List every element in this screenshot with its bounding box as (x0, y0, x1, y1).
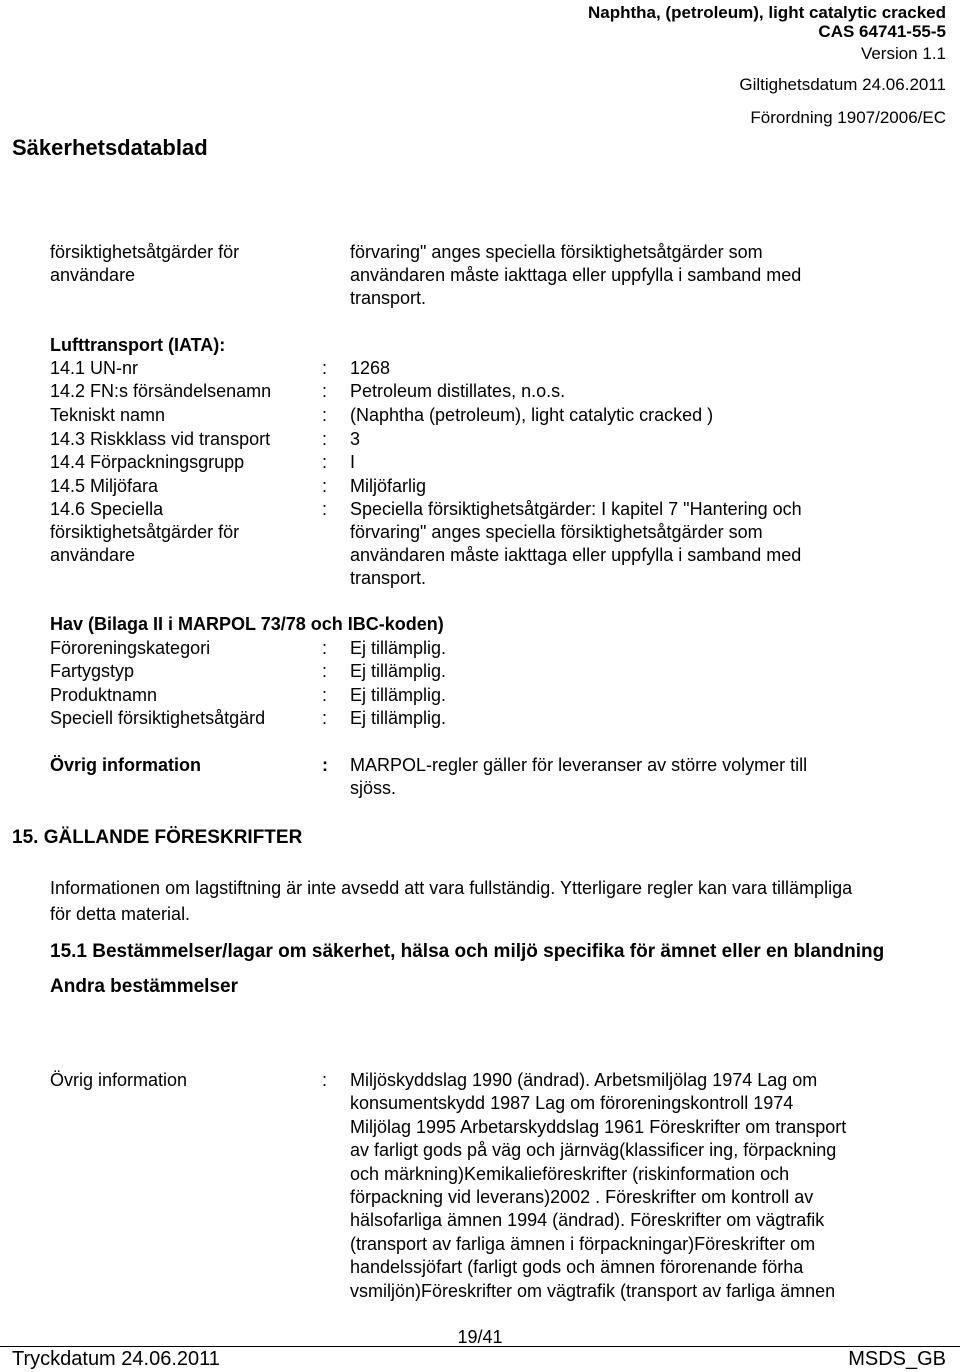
air-label: 14.4 Förpackningsgrupp (50, 452, 245, 472)
colon: : (322, 381, 328, 401)
colon: : (322, 708, 328, 728)
other-info-row (50, 1069, 930, 1309)
doc-title: Säkerhetsdatablad (12, 135, 208, 160)
colon: : (322, 661, 328, 681)
air-value: I (350, 452, 356, 472)
header-version: Version 1.1 (860, 44, 946, 63)
sea-value: Ej tillämplig. (350, 661, 447, 681)
other-info-label: Övrig information (50, 755, 202, 775)
other-info-row (50, 754, 930, 802)
air-value: (Naphtha (petroleum), light catalytic cracked ) (350, 405, 714, 425)
colon: : (322, 1070, 328, 1090)
other-regulations-heading: Andra bestämmelser (50, 976, 238, 997)
other-info-value: Miljöskyddslag 1990 (ändrad). Arbetsmiljölag 1974 Lag om konsumentskydd 1987 Lag om föroreningskontroll 1974 Miljölag 1995 Arbetarskyddslag 1961 Föreskrifter om transport av farligt gods på väg och järnväg(klassificer ing, förpackning och märkning)Kemikalieföreskrifter (riskinformation och förpackning vid leverans)2002 . Föreskrifter om kontroll av hälsofarliga ämnen 1994 (ändrad). Föreskrifter om vägtrafik (transport av farliga ämnen i förpackningar)Föreskrifter om handelssjöfart (farligt gods och ämnen förorenande förha vsmiljön)Föreskrifter om vägtrafik (transport av farliga ämnen (350, 1070, 847, 1301)
air-value: 3 (350, 429, 361, 449)
colon: : (322, 358, 328, 378)
carryover-row (50, 241, 930, 311)
air-label: 14.2 FN:s försändelsenamn (50, 381, 272, 401)
sea-label: Speciell försiktighetsåtgärd (50, 708, 266, 728)
section-15-title: 15. GÄLLANDE FÖRESKRIFTER (12, 827, 303, 848)
colon: : (322, 638, 328, 658)
page-number: 19/41 (457, 1327, 503, 1347)
sea-label: Föroreningskategori (50, 638, 211, 658)
air-value: Speciella försiktighetsåtgärder: I kapitel 7 "Hantering och förvaring" anges speciella försiktighetsåtgärder som användaren måste iakttaga eller uppfylla i samband med transport. (350, 499, 802, 588)
section-15-1-heading: 15.1 Bestämmelser/lagar om säkerhet, hälsa och miljö specifika för ämnet eller en blandning (50, 941, 885, 962)
air-value: Petroleum distillates, n.o.s. (350, 381, 566, 401)
header-cas: CAS 64741-55-5 (818, 22, 946, 41)
air-label: Tekniskt namn (50, 405, 166, 425)
carryover-label: försiktighetsåtgärder för användare (50, 242, 240, 285)
sea-heading: Hav (Bilaga II i MARPOL 73/78 och IBC-koden) (50, 614, 444, 634)
air-heading: Lufttransport (IATA): (50, 335, 226, 355)
print-date: Tryckdatum 24.06.2011 (12, 1348, 220, 1370)
air-row (50, 498, 930, 593)
header-validity: Giltighetsdatum 24.06.2011 (739, 75, 946, 94)
colon: : (322, 755, 328, 775)
sea-value: Ej tillämplig. (350, 708, 447, 728)
air-value: 1268 (350, 358, 391, 378)
carryover-value: förvaring" anges speciella försiktighetsåtgärder som användaren måste iakttaga eller uppfylla i samband med transport. (350, 242, 802, 308)
document-code: MSDS_GB (848, 1348, 946, 1370)
section-15-intro: Informationen om lagstiftning är inte avsedd att vara fullständig. Ytterligare regler kan vara tillämpliga för detta material. (50, 878, 853, 924)
sea-value: Ej tillämplig. (350, 685, 447, 705)
sea-label: Fartygstyp (50, 661, 135, 681)
other-info-value: MARPOL-regler gäller för leveranser av större volymer till sjöss. (350, 755, 808, 798)
air-label: 14.3 Riskklass vid transport (50, 429, 271, 449)
colon: : (322, 685, 328, 705)
colon: : (322, 429, 328, 449)
colon: : (322, 499, 328, 519)
sea-value: Ej tillämplig. (350, 638, 447, 658)
other-info-label: Övrig information (50, 1070, 188, 1090)
air-value: Miljöfarlig (350, 476, 427, 496)
colon: : (322, 405, 328, 425)
air-label: 14.6 Speciella försiktighetsåtgärder för användare (50, 499, 240, 565)
air-label: 14.1 UN-nr (50, 358, 139, 378)
footer-divider (0, 1346, 960, 1347)
colon: : (322, 452, 328, 472)
air-label: 14.5 Miljöfara (50, 476, 159, 496)
header-product: Naphtha, (petroleum), light catalytic cracked (587, 3, 946, 22)
colon: : (322, 476, 328, 496)
sea-label: Produktnamn (50, 685, 158, 705)
header-regulation: Förordning 1907/2006/EC (750, 108, 946, 127)
